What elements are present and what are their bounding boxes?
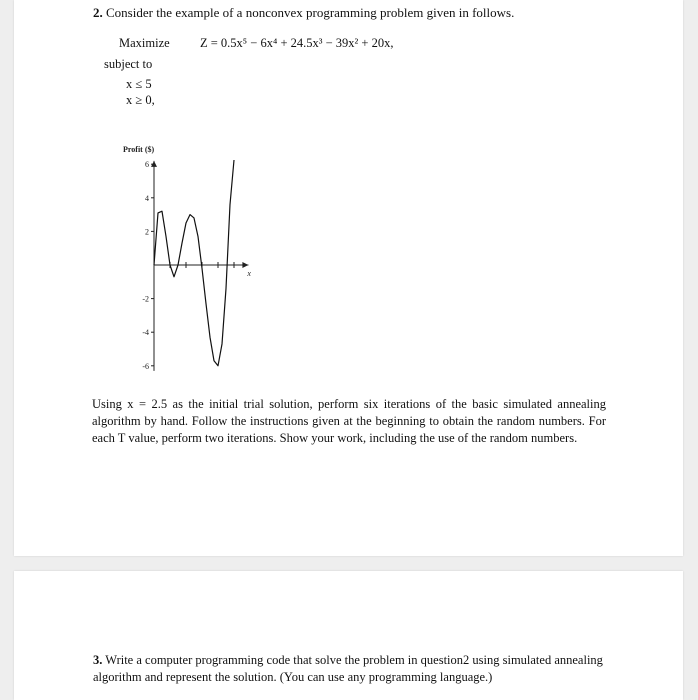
question-2-instructions: Using x = 2.5 as the initial trial solution, perform six iterations of the basic simulated annealing algorithm by hand. Follow the instructions given at the beginning to obtain the random numbers. For each T value, perform two iterations. Show your work, including the use of the random numbers. <box>92 397 606 446</box>
constraint-lower: x ≥ 0, <box>126 93 155 107</box>
question-2-card <box>14 0 683 556</box>
constraint-upper: x ≤ 5 <box>126 77 152 91</box>
question-2-number: 2. <box>93 5 103 20</box>
question-2-heading-text: Consider the example of a nonconvex programming problem given in follows. <box>106 5 515 20</box>
chart-series <box>154 160 234 366</box>
question-3-number: 3. <box>93 653 103 667</box>
y-tick-label: 4 <box>145 193 149 203</box>
y-tick-label: -4 <box>142 328 149 338</box>
y-tick-label: 2 <box>145 227 149 237</box>
profit-chart <box>99 142 269 382</box>
subject-to-label: subject to <box>104 57 153 71</box>
objective-function: Z = 0.5x⁵ − 6x⁴ + 24.5x³ − 39x² + 20x, <box>200 36 394 50</box>
question-3-text: Write a computer programming code that solve the problem in question2 using simulated annealing algorithm and represent the solution. (You can use any programming language.) <box>93 653 603 684</box>
y-tick-label: -6 <box>142 361 149 371</box>
profit-curve <box>154 160 234 366</box>
x-axis-label: x <box>247 269 251 278</box>
y-tick-label: 6 <box>145 160 149 170</box>
question-3-body <box>93 652 613 686</box>
y-axis-label: Profit ($) <box>123 145 155 154</box>
y-tick-label: -2 <box>142 294 149 304</box>
question-2-heading <box>93 5 514 21</box>
objective-label: Maximize <box>119 36 170 50</box>
x-axis-arrow <box>242 262 248 268</box>
question-3-card <box>14 571 683 700</box>
